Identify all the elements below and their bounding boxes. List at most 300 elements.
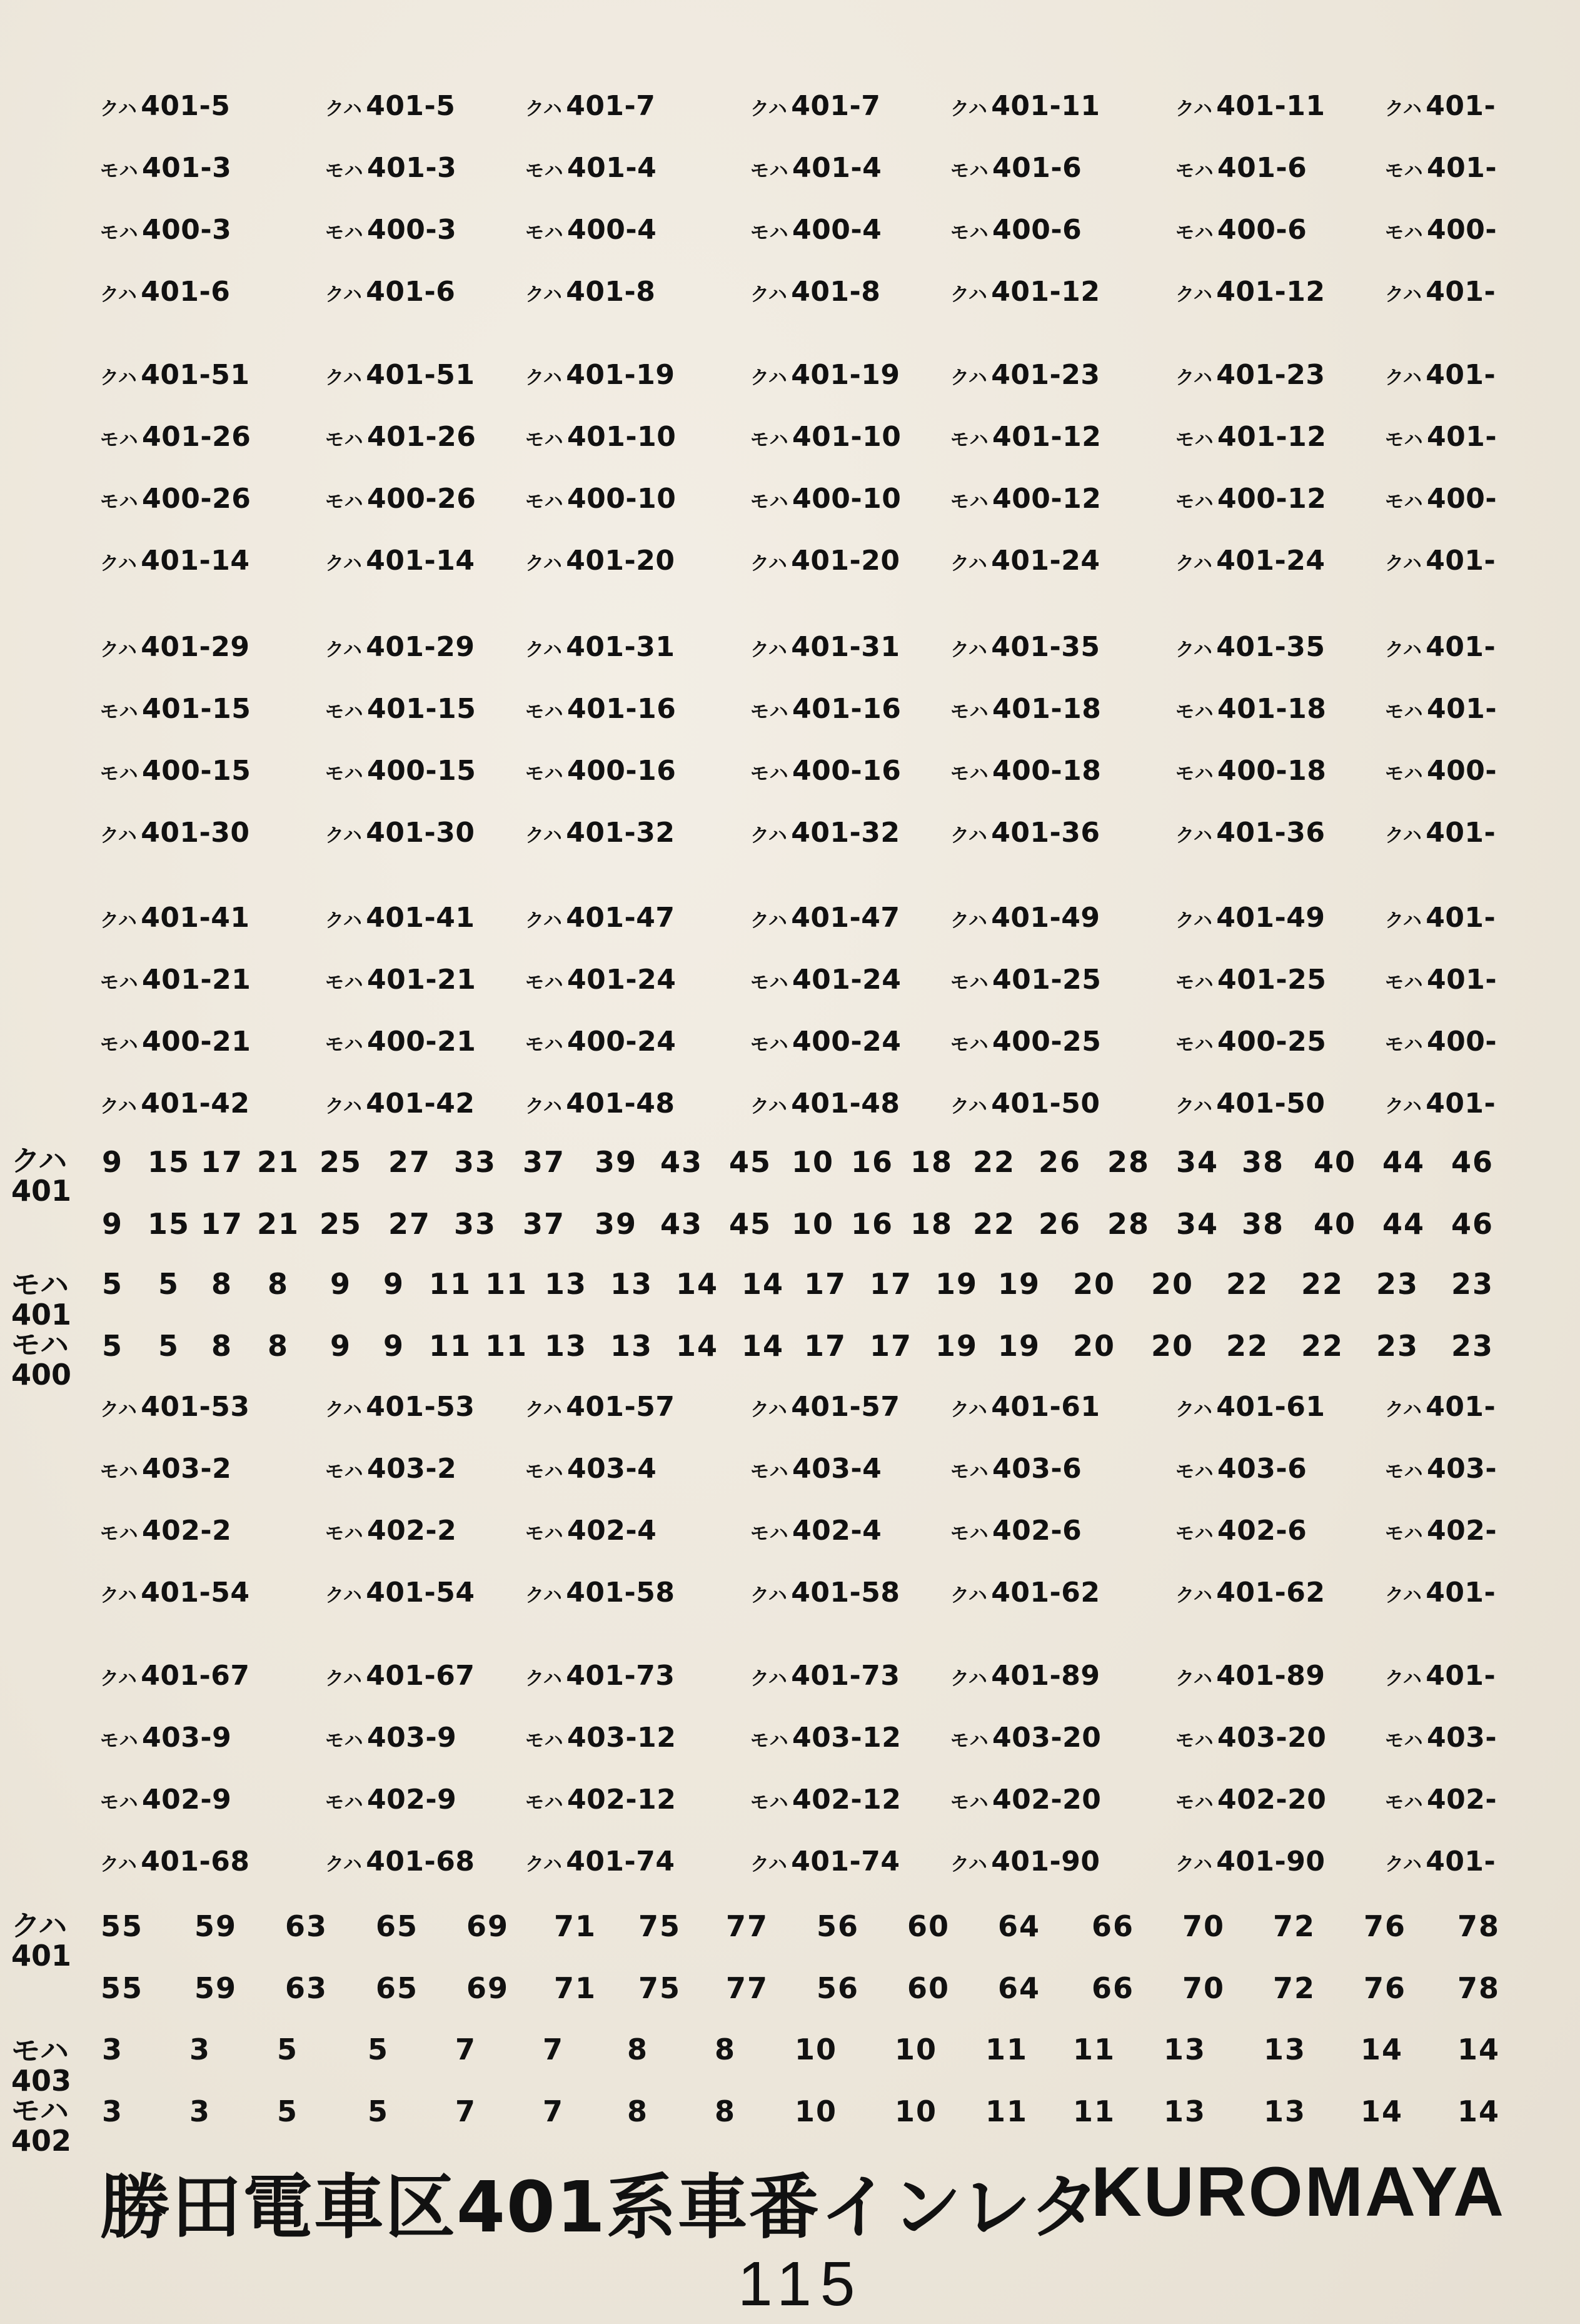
plate-number: 401-26 — [367, 421, 476, 453]
car-number-plate — [950, 81, 1100, 131]
car-number-plate — [100, 622, 250, 672]
plate-number: 401-73 — [566, 1660, 675, 1692]
car-number-plate — [1385, 1382, 1496, 1432]
number-row — [0, 2086, 1580, 2136]
number-block-label-line: モハ — [11, 2034, 69, 2068]
loose-number: 13 — [1263, 2033, 1306, 2066]
plate-prefix: クハ — [1175, 284, 1213, 306]
car-number-plate — [1385, 81, 1496, 131]
plate-row — [0, 1713, 1580, 1763]
car-number-plate — [1175, 350, 1326, 400]
plate-number: 401-6 — [992, 152, 1082, 184]
car-number-plate — [100, 81, 230, 131]
plate-number: 401- — [1427, 693, 1497, 725]
plate-prefix: モハ — [1175, 429, 1214, 451]
plate-prefix: モハ — [325, 491, 363, 513]
loose-number: 16 — [850, 1145, 893, 1179]
plate-number: 401- — [1426, 1391, 1496, 1423]
loose-number: 25 — [319, 1145, 362, 1179]
car-number-plate — [950, 1775, 1101, 1825]
plate-prefix: クハ — [1385, 98, 1422, 120]
car-number-plate — [525, 474, 676, 524]
plate-prefix: クハ — [950, 825, 988, 847]
plate-prefix: モハ — [325, 1523, 363, 1545]
loose-number: 39 — [594, 1145, 637, 1179]
loose-number: 14 — [1457, 2094, 1500, 2128]
car-number-plate — [100, 893, 250, 943]
car-number-plate — [525, 893, 675, 943]
plate-number: 400-18 — [992, 755, 1102, 787]
plate-number: 401-24 — [792, 964, 902, 996]
plate-prefix: モハ — [750, 763, 788, 785]
car-number-plate — [1175, 1651, 1326, 1701]
plate-number: 401-4 — [792, 152, 882, 184]
plate-prefix: クハ — [1385, 1854, 1422, 1876]
plate-number: 401- — [1426, 1088, 1496, 1119]
plate-number: 401-3 — [142, 152, 232, 184]
loose-number: 20 — [1072, 1329, 1115, 1363]
plate-prefix: クハ — [100, 1854, 138, 1876]
plate-prefix: クハ — [1175, 1096, 1213, 1118]
car-number-plate — [1175, 1775, 1326, 1825]
loose-number: 9 — [101, 1145, 123, 1179]
car-number-plate — [1385, 622, 1496, 672]
car-number-plate — [525, 412, 676, 462]
car-number-plate — [325, 808, 475, 858]
plate-number: 402-20 — [992, 1784, 1102, 1816]
loose-number: 3 — [101, 2094, 123, 2128]
loose-number: 66 — [1091, 1909, 1134, 1943]
plate-prefix: クハ — [750, 639, 788, 661]
plate-prefix: モハ — [950, 429, 989, 451]
plate-number: 401-89 — [991, 1660, 1100, 1692]
car-number-plate — [525, 1382, 675, 1432]
car-number-plate — [750, 622, 900, 672]
loose-number: 5 — [158, 1267, 179, 1301]
plate-row — [0, 622, 1580, 672]
loose-number: 38 — [1241, 1207, 1284, 1241]
plate-number: 402-4 — [567, 1515, 657, 1547]
plate-number: 401-14 — [366, 545, 475, 577]
plate-prefix: クハ — [325, 825, 363, 847]
plate-number: 400- — [1427, 483, 1497, 515]
plate-prefix: クハ — [325, 553, 363, 575]
plate-number: 400- — [1427, 214, 1497, 246]
plate-number: 401-61 — [1216, 1391, 1326, 1423]
car-number-plate — [325, 684, 476, 734]
car-number-plate — [950, 205, 1082, 255]
plate-prefix: クハ — [1385, 1668, 1422, 1690]
plate-number: 401- — [1426, 359, 1496, 391]
car-number-plate — [950, 746, 1101, 796]
plate-number: 400-4 — [567, 214, 657, 246]
car-number-plate — [750, 1382, 900, 1432]
car-number-plate — [100, 412, 251, 462]
plate-prefix: モハ — [1385, 1730, 1423, 1752]
plate-number: 401-89 — [1216, 1660, 1326, 1692]
car-number-plate — [1385, 893, 1496, 943]
plate-number: 401-19 — [791, 359, 900, 391]
plate-prefix: モハ — [1385, 1523, 1423, 1545]
plate-row — [0, 1837, 1580, 1887]
car-number-plate — [950, 536, 1100, 586]
car-number-plate — [325, 350, 475, 400]
car-number-plate — [325, 746, 476, 796]
plate-number: 401-49 — [1216, 902, 1326, 934]
car-number-plate — [1385, 955, 1497, 1005]
plate-prefix: クハ — [950, 367, 988, 389]
plate-prefix: モハ — [1385, 972, 1423, 994]
plate-number: 401-30 — [141, 817, 250, 849]
car-number-plate — [100, 205, 231, 255]
plate-prefix: モハ — [1175, 222, 1214, 244]
plate-number: 401-48 — [566, 1088, 675, 1119]
plate-number: 401-57 — [791, 1391, 900, 1423]
plate-prefix: モハ — [750, 701, 788, 723]
loose-number: 76 — [1363, 1909, 1406, 1943]
plate-prefix: クハ — [1175, 1854, 1213, 1876]
loose-number: 21 — [256, 1145, 299, 1179]
plate-prefix: クハ — [325, 284, 363, 306]
plate-number: 401-20 — [791, 545, 900, 577]
car-number-plate — [750, 1079, 900, 1129]
car-number-plate — [525, 143, 657, 193]
plate-prefix: クハ — [1175, 1668, 1213, 1690]
plate-number: 403-6 — [992, 1453, 1082, 1485]
car-number-plate — [325, 955, 476, 1005]
plate-prefix: モハ — [750, 1730, 788, 1752]
plate-prefix: クハ — [100, 1585, 138, 1607]
plate-number: 401-32 — [566, 817, 675, 849]
loose-number: 11 — [428, 1267, 471, 1301]
car-number-plate — [1385, 684, 1497, 734]
plate-number: 400-4 — [792, 214, 882, 246]
plate-number: 401-73 — [791, 1660, 900, 1692]
loose-number: 8 — [211, 1329, 233, 1363]
plate-row — [0, 746, 1580, 796]
loose-number: 70 — [1182, 1971, 1225, 2005]
car-number-plate — [750, 1017, 901, 1067]
plate-prefix: モハ — [1385, 1461, 1423, 1483]
car-number-plate — [950, 1568, 1100, 1618]
plate-prefix: クハ — [100, 284, 138, 306]
plate-prefix: モハ — [1175, 1461, 1214, 1483]
loose-number: 5 — [367, 2033, 389, 2066]
plate-number: 401-6 — [1217, 152, 1307, 184]
plate-prefix: クハ — [100, 553, 138, 575]
plate-prefix: モハ — [525, 491, 563, 513]
loose-number: 28 — [1107, 1207, 1150, 1241]
car-number-plate — [325, 1713, 456, 1763]
car-number-plate — [750, 1837, 900, 1887]
plate-number: 401- — [1427, 964, 1497, 996]
plate-number: 401-41 — [141, 902, 250, 934]
car-number-plate — [1175, 746, 1326, 796]
plate-row — [0, 1444, 1580, 1494]
car-number-plate — [950, 267, 1100, 317]
loose-number: 38 — [1241, 1145, 1284, 1179]
plate-number: 401-23 — [991, 359, 1100, 391]
plate-prefix: モハ — [100, 701, 138, 723]
number-block-label-line: 401 — [11, 1298, 72, 1331]
car-number-plate — [325, 412, 476, 462]
plate-prefix: クハ — [325, 639, 363, 661]
plate-number: 401-53 — [366, 1391, 475, 1423]
car-number-plate — [325, 1651, 475, 1701]
plate-number: 401-25 — [992, 964, 1102, 996]
plate-prefix: クハ — [525, 367, 563, 389]
plate-number: 401-11 — [991, 90, 1100, 122]
car-number-plate — [525, 1775, 676, 1825]
car-number-plate — [100, 1506, 231, 1556]
car-number-plate — [1385, 536, 1496, 586]
plate-number: 400-15 — [142, 755, 251, 787]
plate-number: 401-24 — [991, 545, 1100, 577]
plate-prefix: クハ — [1175, 1399, 1213, 1421]
loose-number: 8 — [626, 2033, 648, 2066]
loose-number: 9 — [101, 1207, 123, 1241]
plate-number: 403-9 — [142, 1722, 232, 1754]
loose-number: 7 — [455, 2094, 476, 2128]
loose-number: 75 — [638, 1971, 681, 2005]
plate-number: 400-18 — [1217, 755, 1327, 787]
plate-prefix: モハ — [1175, 972, 1214, 994]
car-number-plate — [1175, 412, 1326, 462]
plate-number: 401-20 — [566, 545, 675, 577]
plate-row — [0, 536, 1580, 586]
car-number-plate — [100, 808, 250, 858]
plate-prefix: クハ — [1385, 1585, 1422, 1607]
plate-number: 401-21 — [367, 964, 476, 996]
loose-number: 77 — [725, 1971, 768, 2005]
plate-number: 401-8 — [791, 276, 881, 308]
car-number-plate — [1385, 205, 1497, 255]
car-number-plate — [950, 1837, 1100, 1887]
plate-prefix: クハ — [1385, 1399, 1422, 1421]
number-block-label-line: 401 — [11, 1174, 72, 1208]
car-number-plate — [1175, 1506, 1307, 1556]
loose-number: 21 — [256, 1207, 299, 1241]
plate-number: 401-19 — [566, 359, 675, 391]
loose-number: 3 — [189, 2094, 211, 2128]
car-number-plate — [525, 1079, 675, 1129]
car-number-plate — [525, 746, 676, 796]
car-number-plate — [525, 1651, 675, 1701]
brand-name: KUROMAYA — [1091, 2153, 1506, 2231]
plate-number: 400-16 — [567, 755, 677, 787]
plate-prefix: モハ — [325, 429, 363, 451]
plate-prefix: クハ — [950, 98, 988, 120]
car-number-plate — [100, 955, 251, 1005]
loose-number: 10 — [791, 1207, 834, 1241]
car-number-plate — [1175, 955, 1326, 1005]
loose-number: 9 — [383, 1329, 405, 1363]
plate-prefix: モハ — [1175, 1792, 1214, 1814]
plate-number: 401-12 — [992, 421, 1102, 453]
plate-prefix: モハ — [750, 1523, 788, 1545]
car-number-plate — [325, 143, 456, 193]
plate-number: 401- — [1426, 545, 1496, 577]
plate-prefix: クハ — [1385, 553, 1422, 575]
car-number-plate — [1175, 536, 1326, 586]
loose-number: 10 — [894, 2033, 937, 2066]
car-number-plate — [325, 205, 456, 255]
plate-prefix: モハ — [1175, 1730, 1214, 1752]
loose-number: 55 — [100, 1971, 143, 2005]
plate-prefix: モハ — [525, 1730, 563, 1752]
car-number-plate — [950, 350, 1100, 400]
plate-prefix: モハ — [325, 222, 363, 244]
plate-prefix: モハ — [525, 429, 563, 451]
car-number-plate — [750, 893, 900, 943]
car-number-plate — [100, 1568, 250, 1618]
plate-number: 401-54 — [141, 1577, 250, 1609]
plate-number: 401-10 — [792, 421, 902, 453]
plate-number: 401-23 — [1216, 359, 1326, 391]
plate-row — [0, 684, 1580, 734]
plate-number: 401-51 — [141, 359, 250, 391]
loose-number: 45 — [728, 1145, 772, 1179]
loose-number: 14 — [741, 1267, 784, 1301]
plate-prefix: クハ — [525, 825, 563, 847]
plate-prefix: クハ — [325, 1854, 363, 1876]
plate-prefix: モハ — [100, 160, 138, 182]
plate-prefix: モハ — [325, 1034, 363, 1056]
loose-number: 8 — [626, 2094, 648, 2128]
plate-prefix: モハ — [950, 701, 989, 723]
car-number-plate — [750, 1568, 900, 1618]
loose-number: 26 — [1038, 1207, 1081, 1241]
loose-number: 44 — [1382, 1207, 1425, 1241]
plate-row — [0, 1651, 1580, 1701]
plate-prefix: クハ — [950, 639, 988, 661]
car-number-plate — [325, 536, 475, 586]
plate-prefix: クハ — [750, 284, 788, 306]
car-number-plate — [750, 205, 882, 255]
plate-number: 401- — [1426, 1660, 1496, 1692]
car-number-plate — [1385, 267, 1496, 317]
loose-number: 19 — [997, 1267, 1040, 1301]
plate-number: 401-12 — [991, 276, 1100, 308]
plate-prefix: モハ — [525, 1523, 563, 1545]
car-number-plate — [1385, 746, 1497, 796]
plate-number: 402- — [1427, 1515, 1497, 1547]
loose-number: 22 — [1225, 1267, 1269, 1301]
loose-number: 5 — [101, 1329, 123, 1363]
car-number-plate — [1385, 1568, 1496, 1618]
plate-number: 401-31 — [791, 631, 900, 663]
plate-number: 401-53 — [141, 1391, 250, 1423]
car-number-plate — [325, 1775, 456, 1825]
plate-prefix: クハ — [525, 1854, 563, 1876]
car-number-plate — [950, 1017, 1101, 1067]
plate-number: 402-9 — [142, 1784, 232, 1816]
plate-prefix: クハ — [525, 910, 563, 932]
loose-number: 14 — [1360, 2094, 1403, 2128]
car-number-plate — [750, 1444, 882, 1494]
plate-prefix: クハ — [100, 1096, 138, 1118]
plate-number: 403-9 — [367, 1722, 457, 1754]
plate-number: 401-42 — [141, 1088, 250, 1119]
car-number-plate — [325, 81, 455, 131]
plate-prefix: クハ — [100, 825, 138, 847]
car-number-plate — [525, 808, 675, 858]
plate-number: 401- — [1426, 1577, 1496, 1609]
plate-number: 401-90 — [991, 1846, 1100, 1877]
loose-number: 70 — [1182, 1909, 1225, 1943]
plate-prefix: モハ — [1385, 763, 1423, 785]
plate-prefix: モハ — [950, 1523, 989, 1545]
plate-prefix: モハ — [950, 491, 989, 513]
loose-number: 17 — [869, 1267, 912, 1301]
plate-number: 402-2 — [142, 1515, 232, 1547]
plate-prefix: モハ — [1385, 701, 1423, 723]
plate-number: 400-26 — [367, 483, 476, 515]
plate-prefix: クハ — [100, 98, 138, 120]
plate-prefix: クハ — [750, 1668, 788, 1690]
plate-number: 400-25 — [1217, 1026, 1327, 1058]
plate-prefix: モハ — [325, 701, 363, 723]
plate-number: 400-21 — [367, 1026, 476, 1058]
car-number-plate — [950, 622, 1100, 672]
plate-number: 401-50 — [991, 1088, 1100, 1119]
plate-prefix: モハ — [325, 1461, 363, 1483]
plate-number: 400-16 — [792, 755, 902, 787]
plate-prefix: モハ — [750, 1792, 788, 1814]
loose-number: 46 — [1451, 1145, 1494, 1179]
loose-number: 37 — [522, 1145, 565, 1179]
plate-prefix: クハ — [950, 1096, 988, 1118]
loose-number: 59 — [194, 1909, 237, 1943]
plate-prefix: モハ — [950, 1034, 989, 1056]
number-block-label-line: 401 — [11, 1939, 72, 1973]
plate-prefix: クハ — [750, 367, 788, 389]
plate-prefix: モハ — [1175, 1034, 1214, 1056]
plate-prefix: モハ — [1175, 1523, 1214, 1545]
car-number-plate — [525, 205, 657, 255]
car-number-plate — [100, 1079, 250, 1129]
plate-number: 403-12 — [792, 1722, 902, 1754]
loose-number: 77 — [725, 1909, 768, 1943]
plate-number: 400-21 — [142, 1026, 251, 1058]
loose-number: 72 — [1272, 1971, 1316, 2005]
plate-prefix: クハ — [525, 639, 563, 661]
plate-number: 400-6 — [992, 214, 1082, 246]
plate-number: 401-74 — [566, 1846, 675, 1877]
plate-number: 401-50 — [1216, 1088, 1326, 1119]
number-row — [0, 1963, 1580, 2013]
car-number-plate — [750, 474, 901, 524]
loose-number: 23 — [1451, 1267, 1494, 1301]
plate-number: 401- — [1426, 276, 1496, 308]
number-block-label-line: 400 — [11, 1358, 72, 1392]
plate-number: 401-10 — [567, 421, 677, 453]
number-row — [0, 1321, 1580, 1371]
loose-number: 18 — [910, 1207, 953, 1241]
car-number-plate — [950, 955, 1101, 1005]
plate-number: 402-12 — [792, 1784, 902, 1816]
car-number-plate — [325, 1837, 475, 1887]
car-number-plate — [1175, 1079, 1326, 1129]
plate-prefix: クハ — [750, 910, 788, 932]
car-number-plate — [1385, 350, 1496, 400]
car-number-plate — [100, 267, 230, 317]
plate-number: 401-74 — [791, 1846, 900, 1877]
plate-number: 401-12 — [1217, 421, 1327, 453]
number-block-label-line: クハ — [11, 1909, 68, 1943]
car-number-plate — [1385, 412, 1497, 462]
loose-number: 16 — [850, 1207, 893, 1241]
